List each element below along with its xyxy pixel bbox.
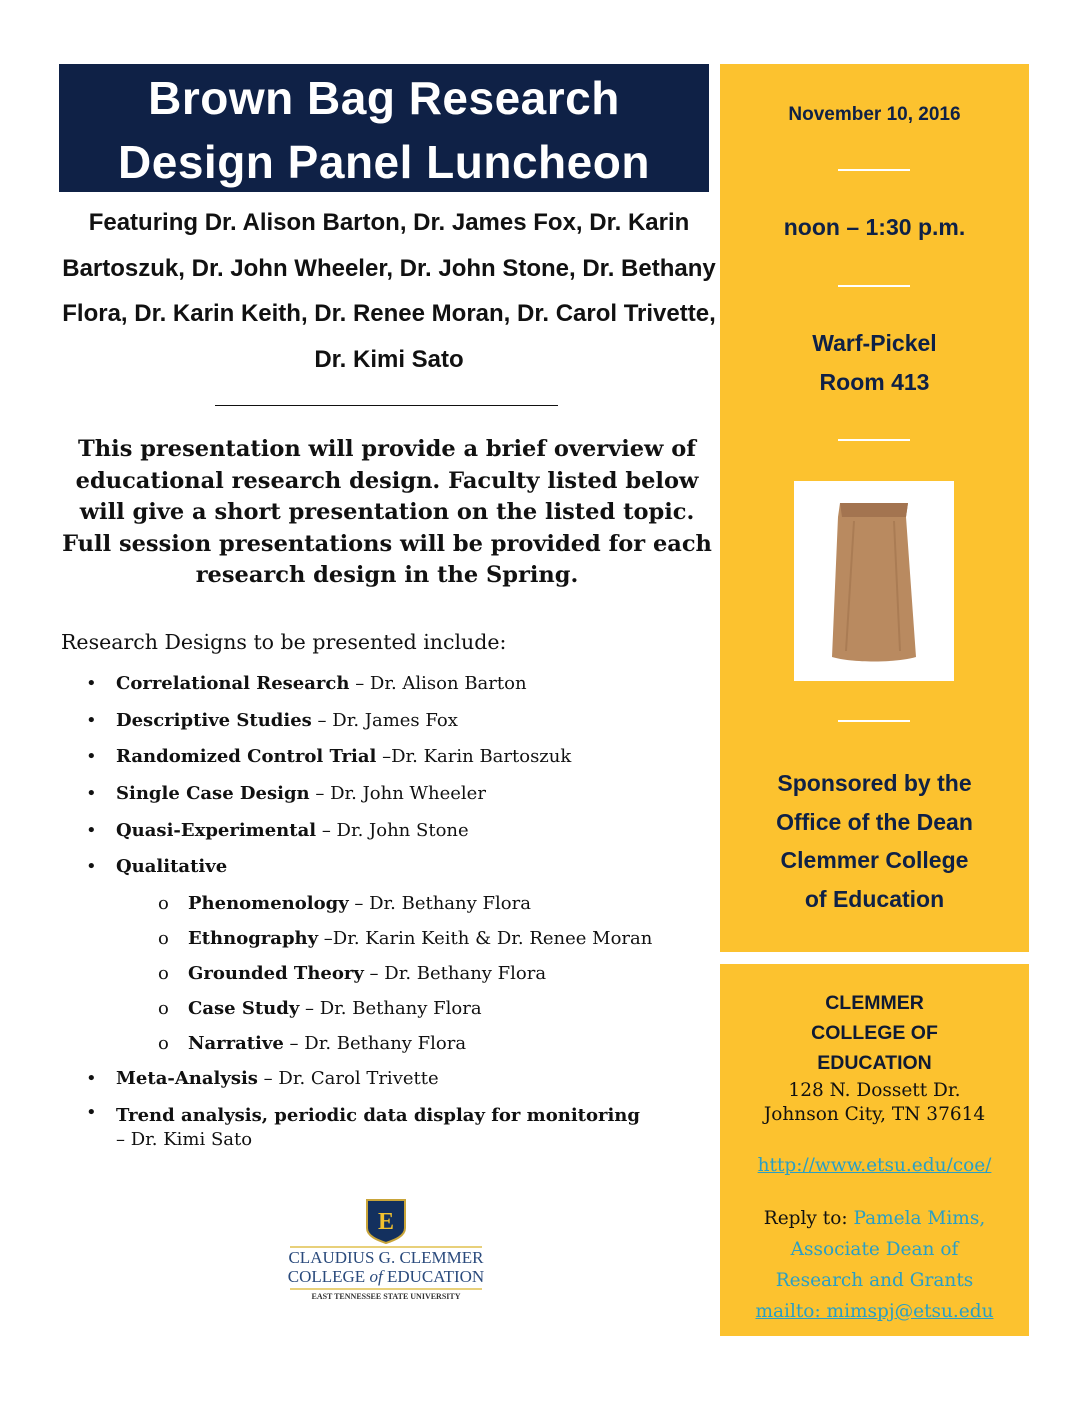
location-room: Room 413 <box>819 369 930 395</box>
brown-bag-image <box>794 481 954 681</box>
design-topic: Narrative <box>188 1033 284 1055</box>
sponsor-line: of Education <box>804 885 945 912</box>
list-lead: Research Designs to be presented include: <box>61 630 507 654</box>
design-presenter: –Dr. Karin Bartoszuk <box>376 746 572 768</box>
list-item <box>86 852 716 889</box>
bullet-icon: • <box>86 1101 97 1123</box>
featured-speakers: Featuring Dr. Alison Barton, Dr. James Fox, Dr. Karin Bartoszuk, Dr. John Wheeler, Dr. John Stone, Dr. Bethany Flora, Dr. Karin Keith, Dr. Renee Moran, Dr. Carol Trivette, Dr. Kimi Sato <box>62 209 716 373</box>
design-topic: Grounded Theory <box>188 963 364 985</box>
email-link[interactable]: mailto: mimspj@etsu.edu <box>755 1301 994 1322</box>
list-item <box>86 959 716 994</box>
college-name <box>720 988 1029 1078</box>
list-item <box>86 669 716 706</box>
contact-panel <box>720 964 1029 1336</box>
list-item <box>86 1064 716 1101</box>
sponsor-line: Sponsored by the <box>777 770 972 796</box>
design-topic: Qualitative <box>116 856 228 878</box>
website-link[interactable]: http://www.etsu.edu/coe/ <box>757 1155 992 1176</box>
bullet-icon: o <box>158 998 169 1020</box>
design-topic: Quasi-Experimental <box>116 819 317 841</box>
divider <box>838 720 910 722</box>
address-line-1: 128 N. Dossett Dr. <box>788 1080 961 1101</box>
event-details-panel <box>720 64 1029 952</box>
college-name-line: CLEMMER <box>825 992 924 1014</box>
list-item <box>86 779 716 816</box>
list-item <box>86 816 716 853</box>
event-time: noon – 1:30 p.m. <box>783 214 966 240</box>
college-name-line: COLLEGE OF <box>811 1022 938 1044</box>
design-presenter: – Dr. John Stone <box>316 819 469 841</box>
bullet-icon: o <box>158 1033 169 1055</box>
design-topic: Trend analysis, periodic data display for monitoring <box>116 1104 640 1126</box>
design-topic: Randomized Control Trial <box>116 746 377 768</box>
research-designs-list <box>86 669 716 1152</box>
divider <box>838 439 910 441</box>
design-presenter: – Dr. James Fox <box>311 709 458 731</box>
sponsor-line: Office of the Dean <box>776 808 973 835</box>
list-item <box>86 1101 716 1152</box>
design-presenter: –Dr. Karin Keith & Dr. Renee Moran <box>318 928 653 950</box>
bullet-icon: • <box>86 856 97 878</box>
bullet-icon: • <box>86 746 97 768</box>
reply-title: Research and Grants <box>775 1270 974 1291</box>
sponsor-text <box>720 764 1029 918</box>
address-line-2: Johnson City, TN 37614 <box>763 1104 986 1125</box>
contact-links <box>720 1153 1029 1327</box>
list-item <box>86 1029 716 1064</box>
list-item <box>86 889 716 924</box>
design-topic: Phenomenology <box>188 893 349 915</box>
bullet-icon: • <box>86 709 97 731</box>
design-presenter: – Dr. Bethany Flora <box>283 1033 467 1055</box>
logo-line-2a: COLLEGE <box>287 1267 370 1286</box>
list-item <box>86 924 716 959</box>
logo-line-3: EAST TENNESSEE STATE UNIVERSITY <box>311 1292 461 1301</box>
bullet-icon: • <box>86 1068 97 1090</box>
title-line-2: Design Panel Luncheon <box>118 136 650 188</box>
design-presenter: – Dr. Alison Barton <box>349 673 527 694</box>
design-topic: Ethnography <box>188 928 319 950</box>
design-presenter: – Dr. Carol Trivette <box>257 1068 439 1090</box>
college-name-line: EDUCATION <box>817 1052 932 1074</box>
design-topic: Descriptive Studies <box>116 709 312 731</box>
design-topic: Case Study <box>188 998 300 1020</box>
logo-line-1: CLAUDIUS G. CLEMMER <box>288 1248 484 1267</box>
sponsor-line: Clemmer College <box>780 847 969 873</box>
svg-text:E: E <box>377 1209 395 1235</box>
divider <box>215 405 558 406</box>
intro-paragraph: This presentation will provide a brief overview of educational research design. Faculty listed below will give a short presentation on the listed topic. Full session presentations will be provided for each research design in the Spring. <box>62 436 712 588</box>
design-topic: Correlational Research <box>116 673 350 694</box>
list-item <box>86 994 716 1029</box>
design-presenter: – Dr. Bethany Flora <box>363 963 547 985</box>
shield-icon <box>365 1198 407 1244</box>
bullet-icon: o <box>158 893 169 915</box>
list-item <box>86 742 716 779</box>
bullet-icon: • <box>86 819 97 841</box>
address <box>720 1079 1029 1127</box>
bullet-icon: • <box>86 783 97 805</box>
title-line-1: Brown Bag Research <box>148 72 620 124</box>
college-logo <box>286 1198 486 1302</box>
bullet-icon: o <box>158 928 169 950</box>
design-presenter: – Dr. Kimi Sato <box>116 1128 253 1150</box>
location-building: Warf-Pickel <box>812 330 937 356</box>
reply-label: Reply to: <box>763 1208 854 1229</box>
design-topic: Single Case Design <box>116 783 310 805</box>
logo-line-2b: of <box>369 1267 383 1286</box>
logo-line-2c: EDUCATION <box>382 1267 485 1286</box>
divider <box>838 169 910 171</box>
design-presenter: – Dr. Bethany Flora <box>299 998 482 1020</box>
event-date: November 10, 2016 <box>788 104 961 125</box>
list-item <box>86 706 716 743</box>
reply-title: Associate Dean of <box>790 1239 959 1260</box>
bullet-icon: o <box>158 963 169 985</box>
design-topic: Meta-Analysis <box>116 1068 258 1090</box>
bullet-icon: • <box>86 673 97 694</box>
design-presenter: – Dr. John Wheeler <box>309 783 486 805</box>
divider <box>838 285 910 287</box>
design-presenter: – Dr. Bethany Flora <box>348 893 531 915</box>
event-title <box>59 64 709 192</box>
reply-name: Pamela Mims, <box>853 1208 986 1229</box>
